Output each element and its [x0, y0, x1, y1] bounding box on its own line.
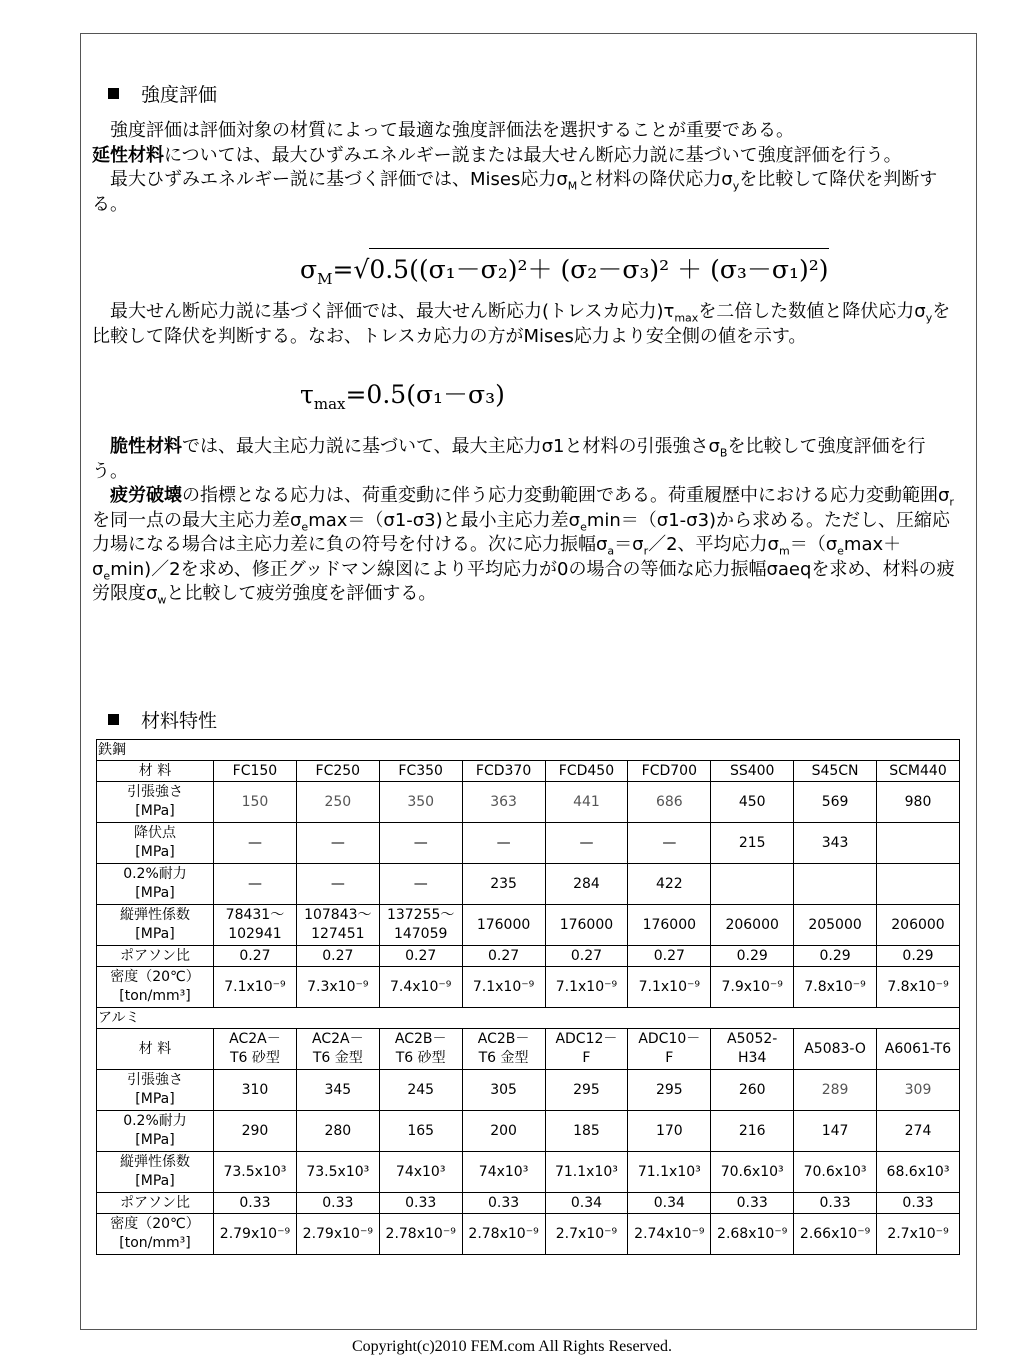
table-row [97, 1152, 960, 1193]
row-header-cell: 材 料 [97, 761, 214, 782]
row-header-cell: 0.2%耐力 [MPa] [97, 1111, 214, 1152]
table-cell [877, 823, 960, 864]
table-cell: SS400 [711, 761, 794, 782]
table-cell [711, 864, 794, 905]
table-cell: 7.8x10⁻⁹ [877, 967, 960, 1008]
table-cell: 7.8x10⁻⁹ [794, 967, 877, 1008]
table-cell: FC150 [214, 761, 297, 782]
table-cell: 0.33 [877, 1193, 960, 1214]
row-header-cell: 密度（20℃） [ton/mm³] [97, 1214, 214, 1255]
table-cell: 7.1x10⁻⁹ [545, 967, 628, 1008]
table-cell: 0.27 [214, 946, 297, 967]
table-cell: 305 [462, 1070, 545, 1111]
table-cell: 176000 [545, 905, 628, 946]
table-cell: 441 [545, 782, 628, 823]
table-cell: SCM440 [877, 761, 960, 782]
table-cell: 205000 [794, 905, 877, 946]
table-cell: AC2A－ T6 砂型 [214, 1029, 297, 1070]
table-cell: 350 [379, 782, 462, 823]
table-cell: 0.27 [296, 946, 379, 967]
table-cell: 7.4x10⁻⁹ [379, 967, 462, 1008]
copyright-footer: Copyright(c)2010 FEM.com All Rights Reserved. [352, 1338, 672, 1355]
table-cell: 363 [462, 782, 545, 823]
table-cell: 0.27 [379, 946, 462, 967]
table-cell: 176000 [628, 905, 711, 946]
bullet-square-icon [108, 88, 119, 99]
table-cell: 0.34 [545, 1193, 628, 1214]
table-cell: 0.29 [794, 946, 877, 967]
table-cell: 0.33 [214, 1193, 297, 1214]
row-header-cell: 引張強さ [MPa] [97, 1070, 214, 1111]
steel-group-label: 鉄鋼 [97, 740, 960, 761]
table-cell: — [296, 864, 379, 905]
table-cell: 2.68x10⁻⁹ [711, 1214, 794, 1255]
table-cell: 274 [877, 1111, 960, 1152]
table-cell: S45CN [794, 761, 877, 782]
table-cell: 2.66x10⁻⁹ [794, 1214, 877, 1255]
table-cell: AC2B－ T6 金型 [462, 1029, 545, 1070]
table-cell: 343 [794, 823, 877, 864]
table-cell: 206000 [711, 905, 794, 946]
table-cell: 165 [379, 1111, 462, 1152]
table-cell: A5052- H34 [711, 1029, 794, 1070]
table-cell: 2.79x10⁻⁹ [214, 1214, 297, 1255]
table-cell: 215 [711, 823, 794, 864]
table-row [97, 967, 960, 1008]
table-cell: 284 [545, 864, 628, 905]
tresca-formula: $\tau_{max}=0.5(\sigma_1-\sigma_3)$ [300, 380, 505, 413]
row-header-cell: ポアソン比 [97, 1193, 214, 1214]
table-cell: — [379, 864, 462, 905]
table-cell: 73.5x10³ [214, 1152, 297, 1193]
table-cell: 235 [462, 864, 545, 905]
table-cell: 7.9x10⁻⁹ [711, 967, 794, 1008]
table-cell: 422 [628, 864, 711, 905]
mises-formula: $\sigma_M=√0.5((\sigma_1-\sigma_2)^2+ (\sigma_2-\sigma_3)^2 + (\sigma_3-\sigma_1)^2)$ [300, 248, 829, 286]
table-row [97, 782, 960, 823]
table-cell: 170 [628, 1111, 711, 1152]
table-cell: — [462, 823, 545, 864]
table-cell: 686 [628, 782, 711, 823]
table-cell: AC2B－ T6 砂型 [379, 1029, 462, 1070]
table-cell: 569 [794, 782, 877, 823]
aluminum-group-label: アルミ [97, 1008, 960, 1029]
table-row [97, 1111, 960, 1152]
table-cell: 137255～ 147059 [379, 905, 462, 946]
table-cell: 74x10³ [379, 1152, 462, 1193]
table-cell: 0.27 [462, 946, 545, 967]
table-cell: 345 [296, 1070, 379, 1111]
table-cell: — [628, 823, 711, 864]
table-cell: 107843～ 127451 [296, 905, 379, 946]
table-cell: 0.33 [462, 1193, 545, 1214]
table-cell: 0.29 [877, 946, 960, 967]
table-cell [794, 864, 877, 905]
table-cell: AC2A－ T6 金型 [296, 1029, 379, 1070]
table-cell: 0.34 [628, 1193, 711, 1214]
table-cell: 7.1x10⁻⁹ [462, 967, 545, 1008]
section-heading-material: 材料特性 [108, 706, 217, 733]
table-cell: 2.74x10⁻⁹ [628, 1214, 711, 1255]
table-cell: 245 [379, 1070, 462, 1111]
table-cell: 70.6x10³ [711, 1152, 794, 1193]
table-cell: ADC12－ F [545, 1029, 628, 1070]
table-cell: 295 [545, 1070, 628, 1111]
material-properties-table [96, 739, 960, 1255]
bullet-square-icon [108, 714, 119, 725]
table-cell: 150 [214, 782, 297, 823]
table-cell: 206000 [877, 905, 960, 946]
table-row [97, 946, 960, 967]
table-cell: 0.33 [794, 1193, 877, 1214]
table-cell: A6061-T6 [877, 1029, 960, 1070]
table-row [97, 1029, 960, 1070]
strength-paragraph-2: 最大せん断応力説に基づく評価では、最大せん断応力(トレスカ応力)$\tau_{max}$を二倍した数値と降伏応力$\sigma_y$を比較して降伏を判断する。なお、トレスカ応力の方がMises応力より安全側の値を示す。 [92, 301, 951, 347]
table-cell: 2.79x10⁻⁹ [296, 1214, 379, 1255]
table-cell: 980 [877, 782, 960, 823]
table-cell: FCD450 [545, 761, 628, 782]
table-cell: — [214, 864, 297, 905]
table-cell: 295 [628, 1070, 711, 1111]
table-cell: 290 [214, 1111, 297, 1152]
row-header-cell: 密度（20℃） [ton/mm³] [97, 967, 214, 1008]
table-cell: — [296, 823, 379, 864]
table-cell: — [214, 823, 297, 864]
table-row [97, 864, 960, 905]
table-cell: 0.33 [711, 1193, 794, 1214]
table-row [97, 823, 960, 864]
row-header-cell: 降伏点 [MPa] [97, 823, 214, 864]
table-cell: 7.1x10⁻⁹ [214, 967, 297, 1008]
table-cell: FCD370 [462, 761, 545, 782]
table-cell: 0.33 [379, 1193, 462, 1214]
table-cell: 147 [794, 1111, 877, 1152]
row-header-cell: ポアソン比 [97, 946, 214, 967]
table-cell: 7.3x10⁻⁹ [296, 967, 379, 1008]
row-header-cell: 材 料 [97, 1029, 214, 1070]
table-cell: 289 [794, 1070, 877, 1111]
table-cell: 73.5x10³ [296, 1152, 379, 1193]
table-cell: 2.78x10⁻⁹ [462, 1214, 545, 1255]
table-cell: A5083-O [794, 1029, 877, 1070]
table-cell: 176000 [462, 905, 545, 946]
table-cell [877, 864, 960, 905]
table-cell: FC350 [379, 761, 462, 782]
table-cell: 70.6x10³ [794, 1152, 877, 1193]
table-cell: 216 [711, 1111, 794, 1152]
table-cell: 0.33 [296, 1193, 379, 1214]
table-row [97, 1070, 960, 1111]
table-cell: 309 [877, 1070, 960, 1111]
table-cell: 2.78x10⁻⁹ [379, 1214, 462, 1255]
row-header-cell: 引張強さ [MPa] [97, 782, 214, 823]
table-cell: 185 [545, 1111, 628, 1152]
table-row [97, 761, 960, 782]
table-cell: 200 [462, 1111, 545, 1152]
table-cell: 68.6x10³ [877, 1152, 960, 1193]
table-cell: 74x10³ [462, 1152, 545, 1193]
table-cell: 2.7x10⁻⁹ [877, 1214, 960, 1255]
table-cell: 2.7x10⁻⁹ [545, 1214, 628, 1255]
table-cell: 260 [711, 1070, 794, 1111]
strength-paragraph-1: 強度評価は評価対象の材質によって最適な強度評価法を選択することが重要である。 延性材料については、最大ひずみエネルギー説または最大せん断応力説に基づいて強度評価を行う。 最大ひずみエネルギー説に基づく評価では、Mises応力$\sigma_M$と材料の降伏応力$\sigma_y$を比較して降伏を判断する。 [92, 120, 938, 215]
strength-paragraph-3: 脆性材料では、最大主応力説に基づいて、最大主応力σ1と材料の引張強さ$\sigma_B$を比較して強度評価を行う。 疲労破壊の指標となる応力は、荷重変動に伴う応力変動範囲である。荷重履歴中における応力変動範囲$\sigma_r$を同一点の最大主応力差$\sigma_e\max=(\sigma 1-\sigma 3)$と最小主応力差$\sigma_e\min=(\sigma 1-\sigma 3)$から求める。ただし、圧縮応力場になる場合は主応力差に負の符号を付ける。次に応力振幅$\sigma_a=\sigma_r/2$、平均応力$\sigma_m=(\sigma_e\max+\sigma_e\min)/2$を求め、修正グッドマン線図により平均応力が0の場合の等価な応力振幅σaeqを求め、材料の疲労限度$\sigma_w$と比較して疲労強度を評価する。 [92, 436, 955, 607]
table-cell: 310 [214, 1070, 297, 1111]
table-cell: 7.1x10⁻⁹ [628, 967, 711, 1008]
table-cell: 71.1x10³ [545, 1152, 628, 1193]
table-cell: 0.29 [711, 946, 794, 967]
table-row [97, 1193, 960, 1214]
section-heading-strength: 強度評価 [108, 80, 217, 107]
table-cell: — [379, 823, 462, 864]
table-cell: FC250 [296, 761, 379, 782]
table-cell: 71.1x10³ [628, 1152, 711, 1193]
row-header-cell: 0.2%耐力 [MPa] [97, 864, 214, 905]
table-cell: FCD700 [628, 761, 711, 782]
table-cell: 450 [711, 782, 794, 823]
table-row [97, 905, 960, 946]
table-cell: 78431～ 102941 [214, 905, 297, 946]
table-cell: — [545, 823, 628, 864]
table-cell: 0.27 [628, 946, 711, 967]
table-cell: 280 [296, 1111, 379, 1152]
row-header-cell: 縦弾性係数 [MPa] [97, 905, 214, 946]
table-row [97, 1214, 960, 1255]
table-cell: 0.27 [545, 946, 628, 967]
row-header-cell: 縦弾性係数 [MPa] [97, 1152, 214, 1193]
table-cell: 250 [296, 782, 379, 823]
table-cell: ADC10－ F [628, 1029, 711, 1070]
